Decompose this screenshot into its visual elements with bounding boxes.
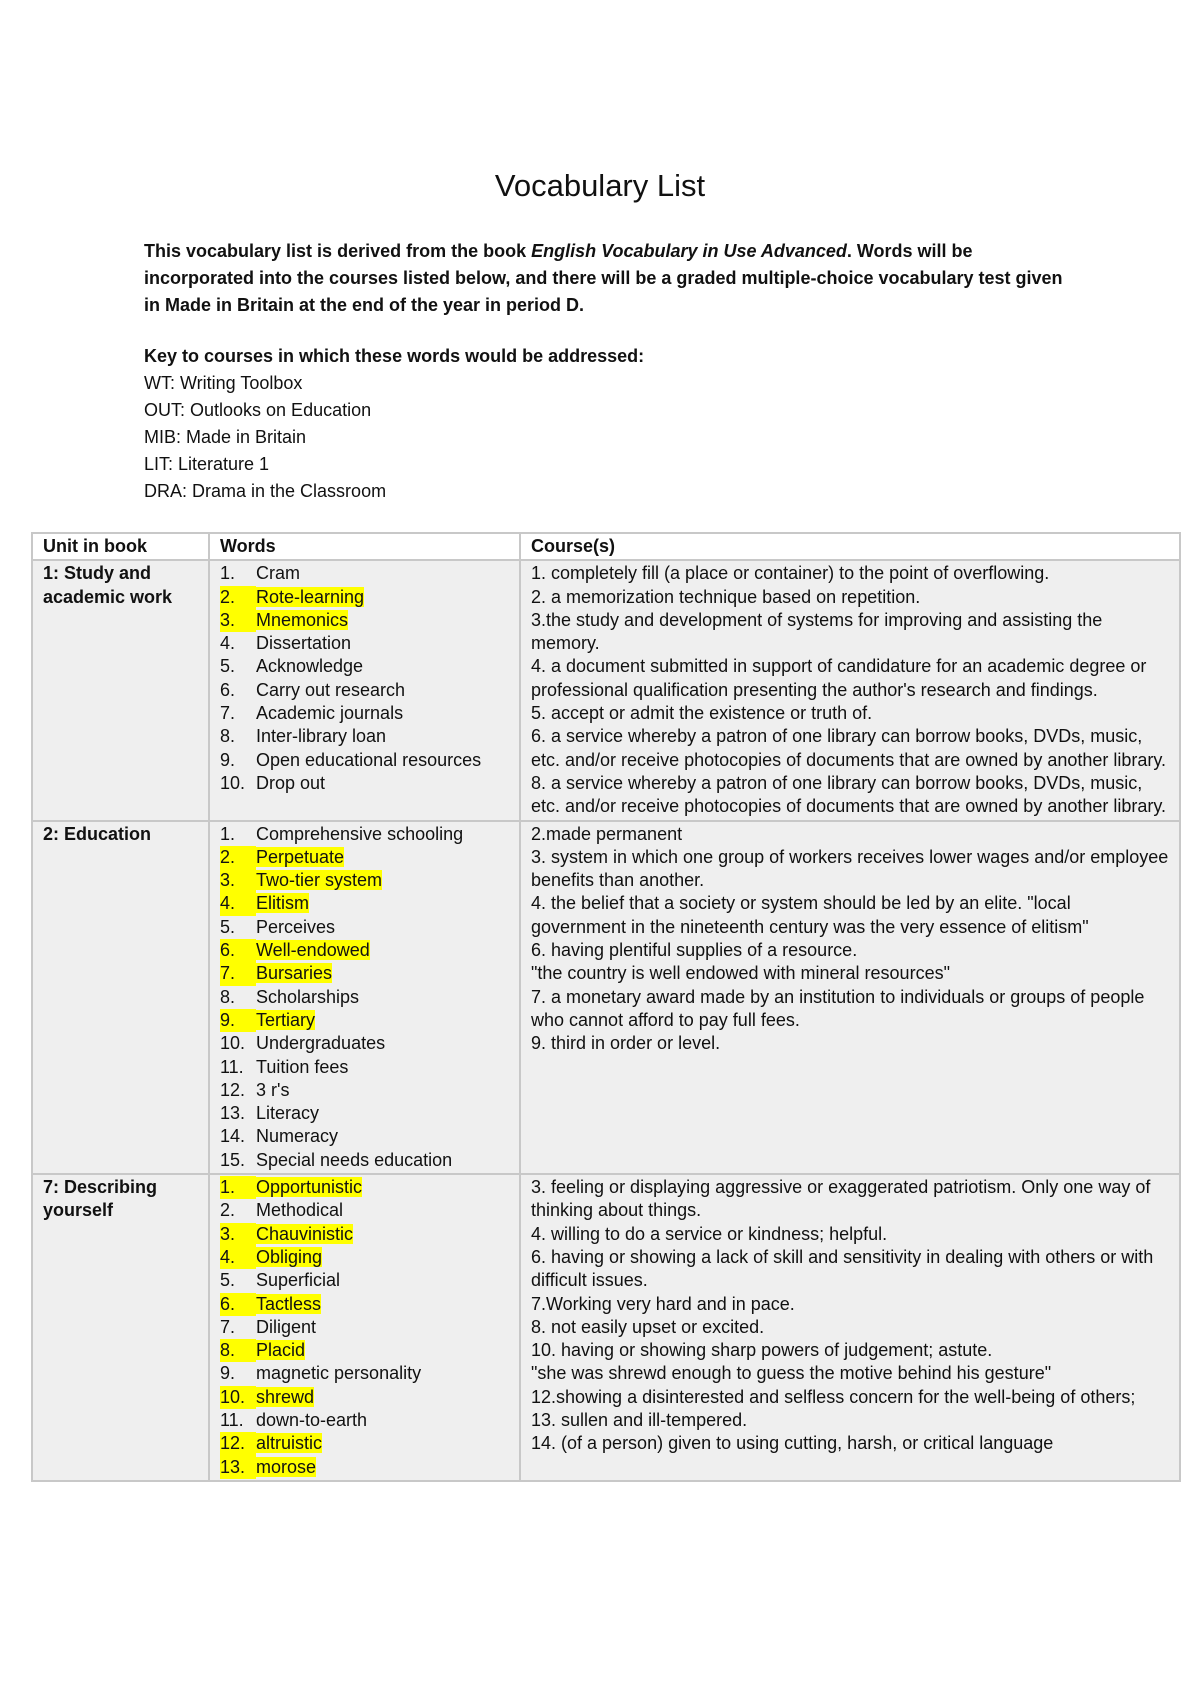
word-text: Two-tier system: [256, 870, 383, 891]
table-row: [32, 821, 1180, 1174]
word-text: Diligent: [256, 1316, 317, 1337]
word-number: 8.: [220, 986, 236, 1007]
word-text: Scholarships: [256, 986, 360, 1007]
word-item: [220, 562, 509, 585]
definition-line: 1. completely fill (a place or container) to the point of overflowing.: [531, 563, 1050, 584]
definition-line: 14. (of a person) given to using cutting, harsh, or critical language: [531, 1433, 1054, 1454]
word-text: shrewd: [256, 1386, 315, 1407]
definition-line: 13. sullen and ill-tempered.: [531, 1409, 748, 1430]
word-item: [220, 655, 509, 678]
word-item: [220, 962, 509, 985]
word-item: [220, 1269, 509, 1292]
course-key: [144, 343, 1044, 505]
word-text: altruistic: [256, 1433, 323, 1454]
word-number: 15.: [220, 1149, 246, 1170]
word-item: [220, 1223, 509, 1246]
word-text: Elitism: [256, 893, 309, 914]
word-number: 9.: [220, 1363, 236, 1384]
word-number: 8.: [220, 1339, 256, 1362]
word-text: Tertiary: [256, 1009, 316, 1030]
word-number: 4.: [220, 1246, 256, 1269]
word-item: [220, 609, 509, 632]
definition-line: 6. having plentiful supplies of a resource.: [531, 940, 858, 961]
word-item: [220, 1079, 509, 1102]
definition-line: 5. accept or admit the existence or truth of.: [531, 703, 873, 724]
definition-line: 4. a document submitted in support of candidature for an academic degree or professional qualification presenting the author's research and findings.: [531, 656, 1147, 700]
word-number: 5.: [220, 656, 236, 677]
word-number: 1.: [220, 823, 236, 844]
courses-cell: [520, 1174, 1180, 1481]
table-row: [32, 1174, 1180, 1481]
word-item: [220, 823, 509, 846]
page-title: Vocabulary List: [494, 168, 706, 203]
word-number: 7.: [220, 703, 236, 724]
word-list: [220, 1176, 509, 1479]
word-item: [220, 1125, 509, 1148]
word-number: 12.: [220, 1079, 246, 1100]
key-item-mib: MIB: Made in Britain: [144, 427, 307, 447]
word-number: 7.: [220, 1316, 236, 1337]
word-number: 7.: [220, 962, 256, 985]
word-item: [220, 725, 509, 748]
definition-line: 6. having or showing a lack of skill and sensitivity in dealing with others or with difficult issues.: [531, 1246, 1154, 1291]
word-item: [220, 632, 509, 655]
word-list: [220, 823, 509, 1172]
word-number: 4.: [220, 892, 256, 915]
word-item: [220, 1176, 509, 1199]
word-number: 10.: [220, 772, 246, 793]
key-heading: Key to courses in which these words would be addressed:: [144, 346, 645, 366]
unit-cell: 2: Education: [32, 821, 209, 1174]
word-text: Superficial: [256, 1270, 341, 1291]
word-number: 11.: [220, 1409, 244, 1430]
word-item: [220, 1246, 509, 1269]
definition-line: 8. a service whereby a patron of one library can borrow books, DVDs, music, etc. and/or receive photocopies of documents that are owned by another library.: [531, 772, 1167, 817]
word-text: Perpetuate: [256, 846, 345, 867]
definition-line: 4. the belief that a society or system should be led by an elite. "local government in the nineteenth century was the very essence of elitism": [531, 893, 1089, 937]
definition-line: 12.showing a disinterested and selfless concern for the well-being of others;: [531, 1386, 1136, 1407]
word-text: Numeracy: [256, 1126, 339, 1147]
word-number: 2.: [220, 1200, 236, 1221]
definition-line: 7.Working very hard and in pace.: [531, 1293, 795, 1314]
word-item: [220, 1362, 509, 1385]
word-text: Placid: [256, 1340, 306, 1361]
word-text: Dissertation: [256, 633, 352, 654]
word-text: Methodical: [256, 1200, 344, 1221]
word-text: Tactless: [256, 1293, 322, 1314]
word-item: [220, 1386, 509, 1409]
intro-paragraph: [144, 238, 1064, 319]
unit-cell: 1: Study and academic work: [32, 560, 209, 820]
courses-cell: [520, 560, 1180, 820]
word-item: [220, 892, 509, 915]
word-text: Mnemonics: [256, 609, 349, 630]
word-number: 13.: [220, 1103, 246, 1124]
word-number: 2.: [220, 846, 256, 869]
word-item: [220, 1149, 509, 1172]
word-number: 9.: [220, 749, 236, 770]
word-number: 6.: [220, 939, 256, 962]
word-text: Comprehensive schooling: [256, 823, 464, 844]
word-item: [220, 1432, 509, 1455]
word-item: [220, 986, 509, 1009]
word-item: [220, 846, 509, 869]
word-text: Undergraduates: [256, 1033, 386, 1054]
word-text: Carry out research: [256, 679, 406, 700]
word-text: Open educational resources: [256, 749, 482, 770]
word-item: [220, 1409, 509, 1432]
key-item-out: OUT: Outlooks on Education: [144, 400, 372, 420]
word-text: Inter-library loan: [256, 726, 387, 747]
word-number: 3.: [220, 1223, 256, 1246]
definition-line: 2. a memorization technique based on repetition.: [531, 586, 921, 607]
word-item: [220, 772, 509, 795]
word-number: 14.: [220, 1126, 246, 1147]
definition-line: 7. a monetary award made by an institution to individuals or groups of people who cannot afford to pay full fees.: [531, 986, 1145, 1030]
word-item: [220, 1316, 509, 1339]
word-text: Acknowledge: [256, 656, 364, 677]
word-list: [220, 562, 509, 795]
word-text: Drop out: [256, 772, 326, 793]
word-number: 4.: [220, 633, 236, 654]
word-item: [220, 1456, 509, 1479]
definition-line: "the country is well endowed with mineral resources": [531, 963, 950, 984]
definition-line: 3. feeling or displaying aggressive or exaggerated patriotism. Only one way of thinking about things.: [531, 1177, 1151, 1221]
unit-cell: 7: Describing yourself: [32, 1174, 209, 1481]
word-text: Academic journals: [256, 703, 404, 724]
definition-line: 3.the study and development of systems for improving and assisting the memory.: [531, 609, 1103, 654]
word-number: 6.: [220, 679, 236, 700]
book-title: English Vocabulary in Use Advanced: [531, 241, 847, 261]
word-number: 2.: [220, 586, 256, 609]
word-number: 5.: [220, 916, 236, 937]
word-text: Bursaries: [256, 963, 333, 984]
word-number: 13.: [220, 1456, 256, 1479]
key-item-lit: LIT: Literature 1: [144, 454, 270, 474]
word-item: [220, 939, 509, 962]
word-item: [220, 586, 509, 609]
word-number: 8.: [220, 726, 236, 747]
word-number: 3.: [220, 609, 256, 632]
definition-line: 9. third in order or level.: [531, 1033, 721, 1054]
word-text: morose: [256, 1456, 317, 1477]
word-item: [220, 1009, 509, 1032]
definition-line: 2.made permanent: [531, 823, 683, 844]
word-item: [220, 1339, 509, 1362]
word-text: Special needs education: [256, 1149, 453, 1170]
vocabulary-table: [31, 532, 1181, 1482]
header-courses: Course(s): [520, 533, 1180, 560]
word-number: 6.: [220, 1293, 256, 1316]
words-cell: [209, 1174, 520, 1481]
word-number: 1.: [220, 1176, 256, 1199]
table-header-row: [32, 533, 1180, 560]
word-text: 3 r's: [256, 1079, 290, 1100]
word-item: [220, 679, 509, 702]
word-number: 9.: [220, 1009, 256, 1032]
table-row: [32, 560, 1180, 820]
definition-line: 6. a service whereby a patron of one library can borrow books, DVDs, music, etc. and/or receive photocopies of documents that are owned by another library.: [531, 726, 1167, 770]
definition-line: 4. willing to do a service or kindness; helpful.: [531, 1223, 888, 1244]
word-item: [220, 869, 509, 892]
word-number: 5.: [220, 1270, 236, 1291]
word-item: [220, 749, 509, 772]
definition-line: 10. having or showing sharp powers of judgement; astute.: [531, 1340, 993, 1361]
word-item: [220, 1199, 509, 1222]
word-item: [220, 702, 509, 725]
definition-line: 8. not easily upset or excited.: [531, 1316, 765, 1337]
word-item: [220, 1102, 509, 1125]
word-number: 12.: [220, 1432, 256, 1455]
word-number: 1.: [220, 563, 236, 584]
word-text: Literacy: [256, 1103, 320, 1124]
key-item-wt: WT: Writing Toolbox: [144, 373, 303, 393]
intro-text-before: This vocabulary list is derived from the book: [144, 241, 532, 261]
intro-text-after: . Words will be incorporated into the courses listed below, and there will be a graded multiple-choice vocabulary test given in Made in Britain at the end of the year in period D.: [144, 241, 1063, 315]
key-item-dra: DRA: Drama in the Classroom: [144, 481, 387, 501]
word-text: Well-endowed: [256, 940, 370, 961]
word-text: Tuition fees: [256, 1056, 349, 1077]
word-text: down-to-earth: [256, 1409, 368, 1430]
word-item: [220, 1056, 509, 1079]
word-number: 3.: [220, 869, 256, 892]
word-item: [220, 1293, 509, 1316]
word-item: [220, 916, 509, 939]
words-cell: [209, 560, 520, 820]
word-number: 10.: [220, 1033, 246, 1054]
header-words: Words: [209, 533, 520, 560]
definition-line: 3. system in which one group of workers receives lower wages and/or employee benefits than another.: [531, 846, 1169, 891]
definition-line: "she was shrewd enough to guess the motive behind his gesture": [531, 1363, 1052, 1384]
word-text: Obliging: [256, 1246, 323, 1267]
word-item: [220, 1032, 509, 1055]
words-cell: [209, 821, 520, 1174]
header-unit: Unit in book: [32, 533, 209, 560]
courses-cell: [520, 821, 1180, 1174]
word-number: 10.: [220, 1386, 256, 1409]
word-text: magnetic personality: [256, 1363, 422, 1384]
word-text: Perceives: [256, 916, 336, 937]
word-text: Cram: [256, 563, 300, 584]
word-text: Opportunistic: [256, 1177, 363, 1198]
word-text: Rote-learning: [256, 586, 365, 607]
word-text: Chauvinistic: [256, 1223, 354, 1244]
word-number: 11.: [220, 1056, 244, 1077]
